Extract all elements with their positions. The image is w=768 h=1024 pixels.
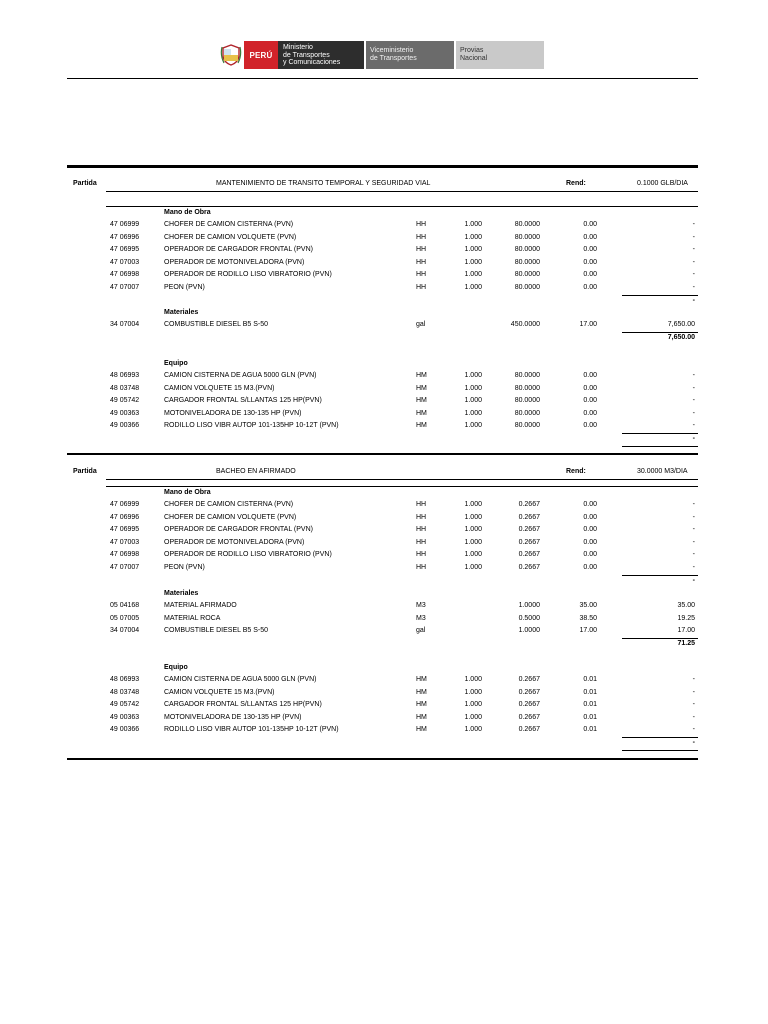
table-row <box>67 526 698 538</box>
item-code: 05 07005 <box>110 614 140 622</box>
item-code: 47 06999 <box>110 501 140 508</box>
item-description: MATERIAL ROCA <box>164 614 221 622</box>
item-partial: 7,650.00 <box>667 321 695 328</box>
item-partial: - <box>692 284 695 291</box>
item-code: 48 03748 <box>110 384 140 392</box>
item-unit: HH <box>416 271 427 279</box>
partida-label: Partida <box>73 468 97 475</box>
item-crew: 1.000 <box>464 372 482 379</box>
item-code: 34 07004 <box>110 321 140 328</box>
item-code: 47 07007 <box>110 564 140 571</box>
item-quantity: 80.0000 <box>514 384 540 392</box>
rend-value: 30.0000 M3/DIA <box>637 468 688 475</box>
item-price: 17.00 <box>579 627 597 635</box>
table-row <box>67 410 698 422</box>
item-price: 17.00 <box>579 321 597 328</box>
table-row <box>67 551 698 563</box>
header-divider <box>67 78 698 79</box>
table-row <box>67 514 698 526</box>
item-partial: - <box>692 422 695 430</box>
item-price: 0.01 <box>583 676 597 683</box>
table-row <box>67 259 698 271</box>
subtotal-rule <box>622 433 698 434</box>
item-crew: 1.000 <box>464 384 482 392</box>
section-top-rule <box>67 453 698 455</box>
item-unit: HM <box>416 726 427 734</box>
item-description: RODILLO LISO VIBR AUTOP 101-135HP 10-12T (PVN) <box>164 422 339 430</box>
item-description: OPERADOR DE RODILLO LISO VIBRATORIO (PVN) <box>164 551 332 559</box>
columns-divider <box>106 206 698 207</box>
item-partial: - <box>692 538 695 546</box>
item-unit: HM <box>416 676 427 683</box>
item-code: 49 05742 <box>110 701 140 709</box>
item-unit: HH <box>416 526 427 534</box>
item-crew: 1.000 <box>464 501 482 508</box>
item-unit: HH <box>416 221 427 228</box>
item-price: 0.00 <box>583 564 597 571</box>
item-quantity: 0.2667 <box>518 701 540 709</box>
item-description: CHOFER DE CAMION CISTERNA (PVN) <box>164 221 294 228</box>
item-quantity: 80.0000 <box>514 271 540 279</box>
item-description: MOTONIVELADORA DE 130-135 HP (PVN) <box>164 409 302 417</box>
group-title: Mano de Obra <box>164 209 211 216</box>
item-price: 0.00 <box>583 409 597 417</box>
item-price: 0.01 <box>583 713 597 721</box>
item-code: 47 06995 <box>110 246 140 254</box>
table-row <box>67 397 698 409</box>
item-price: 35.00 <box>579 602 597 609</box>
item-unit: HH <box>416 551 427 559</box>
item-unit: HH <box>416 513 427 521</box>
item-partial: - <box>692 409 695 417</box>
item-quantity: 80.0000 <box>514 397 540 405</box>
table-row <box>67 602 698 614</box>
ministry-label: Ministerio de Transportes y Comunicaciones <box>278 41 364 69</box>
viceministry-label: Viceministerio de Transportes <box>366 41 454 69</box>
item-description: COMBUSTIBLE DIESEL B5 S-50 <box>164 627 268 635</box>
section-bottom-rule <box>67 758 698 760</box>
item-unit: HM <box>416 409 427 417</box>
item-partial: - <box>692 701 695 709</box>
item-partial: - <box>692 513 695 521</box>
group-subtotal: 7,650.00 <box>667 333 695 341</box>
item-quantity: 0.2667 <box>518 513 540 521</box>
item-partial: - <box>692 501 695 508</box>
partida-description: MANTENIMIENTO DE TRANSITO TEMPORAL Y SEGURIDAD VIAL <box>216 180 431 187</box>
item-partial: - <box>692 551 695 559</box>
table-row <box>67 714 698 726</box>
item-crew: 1.000 <box>464 526 482 534</box>
item-price: 0.01 <box>583 701 597 709</box>
item-quantity: 80.0000 <box>514 372 540 379</box>
header-underline <box>106 191 698 192</box>
item-unit: M3 <box>416 614 426 622</box>
item-price: 0.00 <box>583 422 597 430</box>
header-underline <box>106 479 698 480</box>
rend-label: Rend: <box>566 468 586 475</box>
item-unit: M3 <box>416 602 426 609</box>
item-unit: gal <box>416 321 426 328</box>
item-code: 47 07003 <box>110 258 140 266</box>
item-description: CAMION CISTERNA DE AGUA 5000 GLN (PVN) <box>164 372 317 379</box>
item-quantity: 1.0000 <box>518 602 540 609</box>
item-unit: HH <box>416 501 427 508</box>
item-unit: HH <box>416 258 427 266</box>
item-quantity: 0.2667 <box>518 676 540 683</box>
group-title: Materiales <box>164 309 199 316</box>
item-crew: 1.000 <box>464 409 482 417</box>
item-description: CARGADOR FRONTAL S/LLANTAS 125 HP(PVN) <box>164 397 322 405</box>
item-quantity: 80.0000 <box>514 246 540 254</box>
table-row <box>67 385 698 397</box>
item-description: CHOFER DE CAMION VOLQUETE (PVN) <box>164 233 297 241</box>
item-crew: 1.000 <box>464 397 482 405</box>
group-subtotal: - <box>692 296 695 304</box>
table-row <box>67 539 698 551</box>
group-subtotal: - <box>692 576 695 584</box>
group-subtotal: - <box>692 435 695 442</box>
item-code: 47 06998 <box>110 551 140 559</box>
item-unit: HH <box>416 564 427 571</box>
columns-divider <box>106 486 698 487</box>
item-partial: - <box>692 233 695 241</box>
item-quantity: 0.2667 <box>518 538 540 546</box>
item-description: CHOFER DE CAMION CISTERNA (PVN) <box>164 501 294 508</box>
table-row <box>67 284 698 296</box>
item-crew: 1.000 <box>464 564 482 571</box>
item-partial: - <box>692 526 695 534</box>
item-crew: 1.000 <box>464 513 482 521</box>
rend-value: 0.1000 GLB/DIA <box>637 180 688 187</box>
item-price: 38.50 <box>579 614 597 622</box>
item-partial: - <box>692 246 695 254</box>
group-subtotal: - <box>692 739 695 746</box>
item-price: 0.00 <box>583 538 597 546</box>
item-unit: HH <box>416 246 427 254</box>
group-title: Mano de Obra <box>164 489 211 496</box>
item-code: 48 06993 <box>110 372 140 379</box>
item-unit: HM <box>416 384 427 392</box>
item-unit: gal <box>416 627 426 635</box>
item-partial: - <box>692 688 695 696</box>
item-description: CAMION VOLQUETE 15 M3.(PVN) <box>164 688 275 696</box>
item-quantity: 80.0000 <box>514 284 540 291</box>
item-code: 05 04168 <box>110 602 140 609</box>
item-unit: HH <box>416 233 427 241</box>
coat-of-arms-icon <box>218 41 244 69</box>
provias-label: Provias Nacional <box>456 41 544 69</box>
table-row <box>67 234 698 246</box>
item-code: 47 06996 <box>110 513 140 521</box>
item-price: 0.00 <box>583 246 597 254</box>
item-description: CAMION VOLQUETE 15 M3.(PVN) <box>164 384 275 392</box>
item-code: 48 06993 <box>110 676 140 683</box>
item-partial: - <box>692 726 695 734</box>
item-description: PEON (PVN) <box>164 284 205 291</box>
item-crew: 1.000 <box>464 713 482 721</box>
item-partial: 17.00 <box>677 627 695 635</box>
item-price: 0.00 <box>583 501 597 508</box>
item-quantity: 0.5000 <box>518 614 540 622</box>
item-partial: - <box>692 676 695 683</box>
item-crew: 1.000 <box>464 233 482 241</box>
item-code: 47 07003 <box>110 538 140 546</box>
item-description: CAMION CISTERNA DE AGUA 5000 GLN (PVN) <box>164 676 317 683</box>
item-partial: 35.00 <box>677 602 695 609</box>
item-price: 0.00 <box>583 284 597 291</box>
item-crew: 1.000 <box>464 221 482 228</box>
item-description: CARGADOR FRONTAL S/LLANTAS 125 HP(PVN) <box>164 701 322 709</box>
item-quantity: 1.0000 <box>518 627 540 635</box>
item-quantity: 0.2667 <box>518 501 540 508</box>
item-crew: 1.000 <box>464 271 482 279</box>
item-crew: 1.000 <box>464 726 482 734</box>
item-unit: HM <box>416 397 427 405</box>
item-quantity: 80.0000 <box>514 221 540 228</box>
table-row <box>67 689 698 701</box>
item-code: 47 06995 <box>110 526 140 534</box>
item-description: RODILLO LISO VIBR AUTOP 101-135HP 10-12T (PVN) <box>164 726 339 734</box>
subtotal-rule <box>622 575 698 576</box>
item-partial: - <box>692 397 695 405</box>
item-price: 0.00 <box>583 258 597 266</box>
item-code: 47 06998 <box>110 271 140 279</box>
subtotal-rule <box>622 295 698 296</box>
partida-label: Partida <box>73 180 97 187</box>
item-code: 47 06999 <box>110 221 140 228</box>
item-partial: - <box>692 221 695 228</box>
item-unit: HM <box>416 701 427 709</box>
item-code: 49 00363 <box>110 713 140 721</box>
item-price: 0.01 <box>583 726 597 734</box>
item-price: 0.00 <box>583 384 597 392</box>
item-description: OPERADOR DE MOTONIVELADORA (PVN) <box>164 538 305 546</box>
group-title: Equipo <box>164 360 188 367</box>
item-quantity: 80.0000 <box>514 233 540 241</box>
item-code: 49 00363 <box>110 409 140 417</box>
item-price: 0.00 <box>583 526 597 534</box>
item-partial: - <box>692 564 695 571</box>
item-crew: 1.000 <box>464 422 482 430</box>
item-price: 0.00 <box>583 551 597 559</box>
item-code: 34 07004 <box>110 627 140 635</box>
item-code: 49 00366 <box>110 726 140 734</box>
table-row <box>67 372 698 384</box>
item-quantity: 80.0000 <box>514 422 540 430</box>
item-unit: HM <box>416 713 427 721</box>
item-quantity: 80.0000 <box>514 409 540 417</box>
item-description: PEON (PVN) <box>164 564 205 571</box>
table-row <box>67 271 698 283</box>
item-quantity: 80.0000 <box>514 258 540 266</box>
item-crew: 1.000 <box>464 246 482 254</box>
group-title: Equipo <box>164 664 188 671</box>
table-row <box>67 564 698 576</box>
rend-label: Rend: <box>566 180 586 187</box>
item-crew: 1.000 <box>464 284 482 291</box>
item-unit: HM <box>416 422 427 430</box>
item-crew: 1.000 <box>464 258 482 266</box>
subtotal-rule <box>622 737 698 738</box>
total-rule <box>622 750 698 751</box>
item-unit: HM <box>416 372 427 379</box>
item-partial: - <box>692 271 695 279</box>
item-crew: 1.000 <box>464 701 482 709</box>
table-row <box>67 321 698 333</box>
item-crew: 1.000 <box>464 676 482 683</box>
item-code: 49 05742 <box>110 397 140 405</box>
item-unit: HH <box>416 538 427 546</box>
item-partial: 19.25 <box>677 614 695 622</box>
item-partial: - <box>692 258 695 266</box>
partida-description: BACHEO EN AFIRMADO <box>216 468 296 475</box>
institution-banner <box>218 41 544 69</box>
item-description: OPERADOR DE CARGADOR FRONTAL (PVN) <box>164 246 313 254</box>
subtotal-rule <box>622 332 698 333</box>
item-partial: - <box>692 713 695 721</box>
item-description: MOTONIVELADORA DE 130-135 HP (PVN) <box>164 713 302 721</box>
item-code: 47 06996 <box>110 233 140 241</box>
peru-label: PERÚ <box>244 41 278 69</box>
item-price: 0.00 <box>583 271 597 279</box>
table-row <box>67 422 698 434</box>
item-crew: 1.000 <box>464 538 482 546</box>
item-price: 0.00 <box>583 372 597 379</box>
table-row <box>67 615 698 627</box>
item-code: 47 07007 <box>110 284 140 291</box>
group-title: Materiales <box>164 590 199 597</box>
item-price: 0.00 <box>583 221 597 228</box>
table-row <box>67 726 698 738</box>
item-unit: HH <box>416 284 427 291</box>
item-description: OPERADOR DE MOTONIVELADORA (PVN) <box>164 258 305 266</box>
table-row <box>67 627 698 639</box>
table-row <box>67 221 698 233</box>
item-partial: - <box>692 372 695 379</box>
item-description: COMBUSTIBLE DIESEL B5 S-50 <box>164 321 268 328</box>
item-crew: 1.000 <box>464 551 482 559</box>
item-code: 49 00366 <box>110 422 140 430</box>
group-subtotal: 71.25 <box>677 639 695 647</box>
section-top-rule <box>67 165 698 168</box>
subtotal-rule <box>622 638 698 639</box>
item-description: MATERIAL AFIRMADO <box>164 602 237 609</box>
item-code: 48 03748 <box>110 688 140 696</box>
table-row <box>67 246 698 258</box>
item-description: OPERADOR DE CARGADOR FRONTAL (PVN) <box>164 526 313 534</box>
item-crew: 1.000 <box>464 688 482 696</box>
item-quantity: 0.2667 <box>518 713 540 721</box>
item-quantity: 0.2667 <box>518 564 540 571</box>
item-price: 0.01 <box>583 688 597 696</box>
table-row <box>67 501 698 513</box>
item-quantity: 450.0000 <box>510 321 540 328</box>
item-quantity: 0.2667 <box>518 726 540 734</box>
table-row <box>67 701 698 713</box>
item-unit: HM <box>416 688 427 696</box>
table-row <box>67 676 698 688</box>
item-quantity: 0.2667 <box>518 551 540 559</box>
item-description: OPERADOR DE RODILLO LISO VIBRATORIO (PVN) <box>164 271 332 279</box>
item-price: 0.00 <box>583 513 597 521</box>
item-quantity: 0.2667 <box>518 526 540 534</box>
total-rule <box>622 446 698 447</box>
item-description: CHOFER DE CAMION VOLQUETE (PVN) <box>164 513 297 521</box>
item-price: 0.00 <box>583 233 597 241</box>
item-quantity: 0.2667 <box>518 688 540 696</box>
item-partial: - <box>692 384 695 392</box>
item-price: 0.00 <box>583 397 597 405</box>
